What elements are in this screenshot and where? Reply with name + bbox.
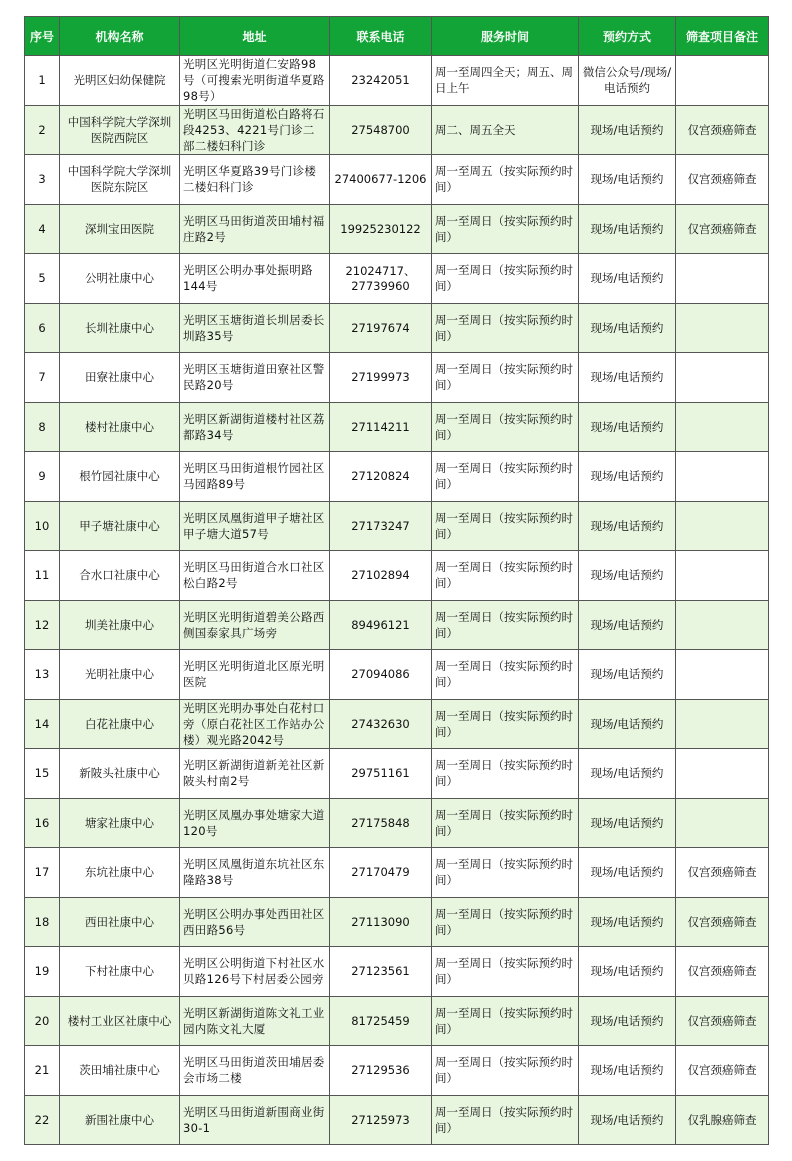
row-address: 光明区新湖街道新羌社区新陂头村南2号 [180,749,330,799]
row-institution-name: 新围社康中心 [60,1095,180,1145]
row-address: 光明区凤凰办事处塘家大道120号 [180,798,330,848]
row-institution-name: 圳美社康中心 [60,600,180,650]
row-serial-no: 13 [25,650,60,700]
row-serial-no: 15 [25,749,60,799]
row-service-hours: 周一至周日（按实际预约时间） [432,353,579,403]
table-row [25,600,769,650]
row-institution-name: 塘家社康中心 [60,798,180,848]
row-service-hours: 周一至周四全天；周五、周日上午 [432,56,579,106]
row-screening-note: 仅乳腺癌筛查 [676,1095,769,1145]
row-serial-no: 8 [25,402,60,452]
table-row [25,56,769,106]
row-service-hours: 周一至周日（按实际预约时间） [432,650,579,700]
row-service-hours: 周一至周日（按实际预约时间） [432,1095,579,1145]
row-service-hours: 周一至周日（按实际预约时间） [432,452,579,502]
row-booking-method: 现场/电话预约 [579,947,676,997]
row-serial-no: 14 [25,699,60,749]
row-screening-note [676,402,769,452]
header-screening-note: 筛查项目备注 [676,17,769,56]
row-booking-method: 微信公众号/现场/电话预约 [579,56,676,106]
row-screening-note: 仅宫颈癌筛查 [676,947,769,997]
row-phone: 81725459 [330,996,432,1046]
table-row [25,749,769,799]
table-row [25,353,769,403]
table-row [25,897,769,947]
row-service-hours: 周一至周日（按实际预约时间） [432,600,579,650]
row-serial-no: 1 [25,56,60,106]
row-phone: 27173247 [330,501,432,551]
row-booking-method: 现场/电话预约 [579,798,676,848]
row-address: 光明区马田街道松白路将石段4253、4221号门诊二部二楼妇科门诊 [180,105,330,155]
table-row [25,699,769,749]
row-phone: 27197674 [330,303,432,353]
row-service-hours: 周二、周五全天 [432,105,579,155]
row-booking-method: 现场/电话预约 [579,105,676,155]
row-phone: 21024717、27739960 [330,254,432,304]
row-booking-method: 现场/电话预约 [579,551,676,601]
header-booking-method: 预约方式 [579,17,676,56]
row-screening-note [676,798,769,848]
row-screening-note [676,353,769,403]
row-serial-no: 19 [25,947,60,997]
row-booking-method: 现场/电话预约 [579,303,676,353]
row-address: 光明区光明街道北区原光明医院 [180,650,330,700]
row-institution-name: 光明社康中心 [60,650,180,700]
row-institution-name: 白花社康中心 [60,699,180,749]
row-serial-no: 17 [25,848,60,898]
row-address: 光明区光明办事处白花村口旁（原白花社区工作站办公楼）观光路2042号 [180,699,330,749]
row-booking-method: 现场/电话预约 [579,1095,676,1145]
row-booking-method: 现场/电话预约 [579,600,676,650]
header-serial-no: 序号 [25,17,60,56]
table-row [25,402,769,452]
row-service-hours: 周一至周日（按实际预约时间） [432,254,579,304]
row-screening-note: 仅宫颈癌筛查 [676,204,769,254]
row-institution-name: 深圳宝田医院 [60,204,180,254]
row-screening-note [676,452,769,502]
row-serial-no: 6 [25,303,60,353]
row-booking-method: 现场/电话预约 [579,1046,676,1096]
row-address: 光明区光明街道仁安路98号（可搜索光明街道华夏路98号） [180,56,330,106]
row-phone: 27129536 [330,1046,432,1096]
row-screening-note [676,303,769,353]
row-screening-note [676,56,769,106]
row-phone: 27123561 [330,947,432,997]
row-address: 光明区新湖街道陈文礼工业园内陈文礼大厦 [180,996,330,1046]
table-row [25,303,769,353]
row-phone: 27125973 [330,1095,432,1145]
row-screening-note [676,749,769,799]
row-screening-note: 仅宫颈癌筛查 [676,897,769,947]
table-row [25,452,769,502]
row-booking-method: 现场/电话预约 [579,749,676,799]
row-institution-name: 中国科学院大学深圳医院西院区 [60,105,180,155]
row-serial-no: 2 [25,105,60,155]
row-serial-no: 10 [25,501,60,551]
row-address: 光明区华夏路39号门诊楼二楼妇科门诊 [180,155,330,205]
row-service-hours: 周一至周日（按实际预约时间） [432,402,579,452]
row-phone: 27102894 [330,551,432,601]
row-booking-method: 现场/电话预约 [579,204,676,254]
row-screening-note: 仅宫颈癌筛查 [676,155,769,205]
row-serial-no: 16 [25,798,60,848]
row-phone: 27113090 [330,897,432,947]
row-address: 光明区马田街道茨田埔村福庄路2号 [180,204,330,254]
row-address: 光明区玉塘街道田寮社区警民路20号 [180,353,330,403]
row-address: 光明区马田街道新围商业街30-1 [180,1095,330,1145]
row-service-hours: 周一至周日（按实际预约时间） [432,848,579,898]
row-address: 光明区玉塘街道长圳居委长圳路35号 [180,303,330,353]
row-booking-method: 现场/电话预约 [579,501,676,551]
row-phone: 27432630 [330,699,432,749]
row-booking-method: 现场/电话预约 [579,155,676,205]
row-address: 光明区光明街道碧美公路西侧国泰家具广场旁 [180,600,330,650]
row-screening-note [676,699,769,749]
row-address: 光明区马田街道合水口社区松白路2号 [180,551,330,601]
row-serial-no: 9 [25,452,60,502]
row-phone: 27114211 [330,402,432,452]
row-phone: 29751161 [330,749,432,799]
row-service-hours: 周一至周日（按实际预约时间） [432,303,579,353]
row-institution-name: 西田社康中心 [60,897,180,947]
row-serial-no: 7 [25,353,60,403]
row-institution-name: 根竹园社康中心 [60,452,180,502]
row-serial-no: 4 [25,204,60,254]
row-booking-method: 现场/电话预约 [579,897,676,947]
row-screening-note [676,650,769,700]
header-phone: 联系电话 [330,17,432,56]
table-row [25,204,769,254]
row-service-hours: 周一至周五（按实际预约时间） [432,155,579,205]
table-row [25,1095,769,1145]
row-institution-name: 下村社康中心 [60,947,180,997]
row-phone: 23242051 [330,56,432,106]
row-screening-note [676,254,769,304]
table-row [25,501,769,551]
row-phone: 27170479 [330,848,432,898]
row-phone: 27094086 [330,650,432,700]
row-institution-name: 长圳社康中心 [60,303,180,353]
row-serial-no: 12 [25,600,60,650]
row-service-hours: 周一至周日（按实际预约时间） [432,1046,579,1096]
row-screening-note [676,551,769,601]
row-phone: 19925230122 [330,204,432,254]
row-service-hours: 周一至周日（按实际预约时间） [432,996,579,1046]
table-row [25,254,769,304]
row-booking-method: 现场/电话预约 [579,848,676,898]
row-screening-note: 仅宫颈癌筛查 [676,105,769,155]
row-booking-method: 现场/电话预约 [579,699,676,749]
row-phone: 27548700 [330,105,432,155]
row-phone: 27400677-1206 [330,155,432,205]
row-institution-name: 中国科学院大学深圳医院东院区 [60,155,180,205]
table-row [25,996,769,1046]
table-row [25,551,769,601]
row-institution-name: 田寮社康中心 [60,353,180,403]
row-service-hours: 周一至周日（按实际预约时间） [432,699,579,749]
row-booking-method: 现场/电话预约 [579,996,676,1046]
header-address: 地址 [180,17,330,56]
row-booking-method: 现场/电话预约 [579,353,676,403]
row-address: 光明区凤凰街道东坑社区东隆路38号 [180,848,330,898]
row-institution-name: 光明区妇幼保健院 [60,56,180,106]
row-serial-no: 21 [25,1046,60,1096]
row-service-hours: 周一至周日（按实际预约时间） [432,204,579,254]
table-row [25,947,769,997]
row-institution-name: 楼村社康中心 [60,402,180,452]
row-institution-name: 新陂头社康中心 [60,749,180,799]
row-institution-name: 合水口社康中心 [60,551,180,601]
row-address: 光明区马田街道根竹园社区马园路89号 [180,452,330,502]
row-institution-name: 公明社康中心 [60,254,180,304]
row-screening-note: 仅宫颈癌筛查 [676,848,769,898]
row-address: 光明区公明街道下村社区水贝路126号下村居委公园旁 [180,947,330,997]
row-serial-no: 18 [25,897,60,947]
table-row [25,1046,769,1096]
row-address: 光明区凤凰街道甲子塘社区甲子塘大道57号 [180,501,330,551]
row-serial-no: 22 [25,1095,60,1145]
row-service-hours: 周一至周日（按实际预约时间） [432,947,579,997]
row-booking-method: 现场/电话预约 [579,402,676,452]
row-screening-note: 仅宫颈癌筛查 [676,996,769,1046]
row-institution-name: 茨田埔社康中心 [60,1046,180,1096]
row-serial-no: 3 [25,155,60,205]
row-phone: 27120824 [330,452,432,502]
row-institution-name: 甲子塘社康中心 [60,501,180,551]
table-row [25,155,769,205]
row-address: 光明区公明办事处振明路144号 [180,254,330,304]
row-phone: 27175848 [330,798,432,848]
row-service-hours: 周一至周日（按实际预约时间） [432,897,579,947]
table-row [25,650,769,700]
row-address: 光明区公明办事处西田社区西田路56号 [180,897,330,947]
table-row [25,848,769,898]
row-phone: 27199973 [330,353,432,403]
row-service-hours: 周一至周日（按实际预约时间） [432,501,579,551]
table-row [25,105,769,155]
row-institution-name: 楼村工业区社康中心 [60,996,180,1046]
row-service-hours: 周一至周日（按实际预约时间） [432,749,579,799]
row-screening-note: 仅宫颈癌筛查 [676,1046,769,1096]
row-booking-method: 现场/电话预约 [579,452,676,502]
row-address: 光明区马田街道茨田埔居委会市场二楼 [180,1046,330,1096]
row-screening-note [676,501,769,551]
table-row [25,798,769,848]
row-serial-no: 11 [25,551,60,601]
row-phone: 89496121 [330,600,432,650]
row-serial-no: 5 [25,254,60,304]
row-booking-method: 现场/电话预约 [579,254,676,304]
row-address: 光明区新湖街道楼村社区荔都路34号 [180,402,330,452]
screening-institutions-table [24,16,769,1145]
header-service-hours: 服务时间 [432,17,579,56]
header-institution-name: 机构名称 [60,17,180,56]
row-service-hours: 周一至周日（按实际预约时间） [432,798,579,848]
row-institution-name: 东坑社康中心 [60,848,180,898]
row-booking-method: 现场/电话预约 [579,650,676,700]
row-service-hours: 周一至周日（按实际预约时间） [432,551,579,601]
table-header-row [25,17,769,56]
row-screening-note [676,600,769,650]
row-serial-no: 20 [25,996,60,1046]
